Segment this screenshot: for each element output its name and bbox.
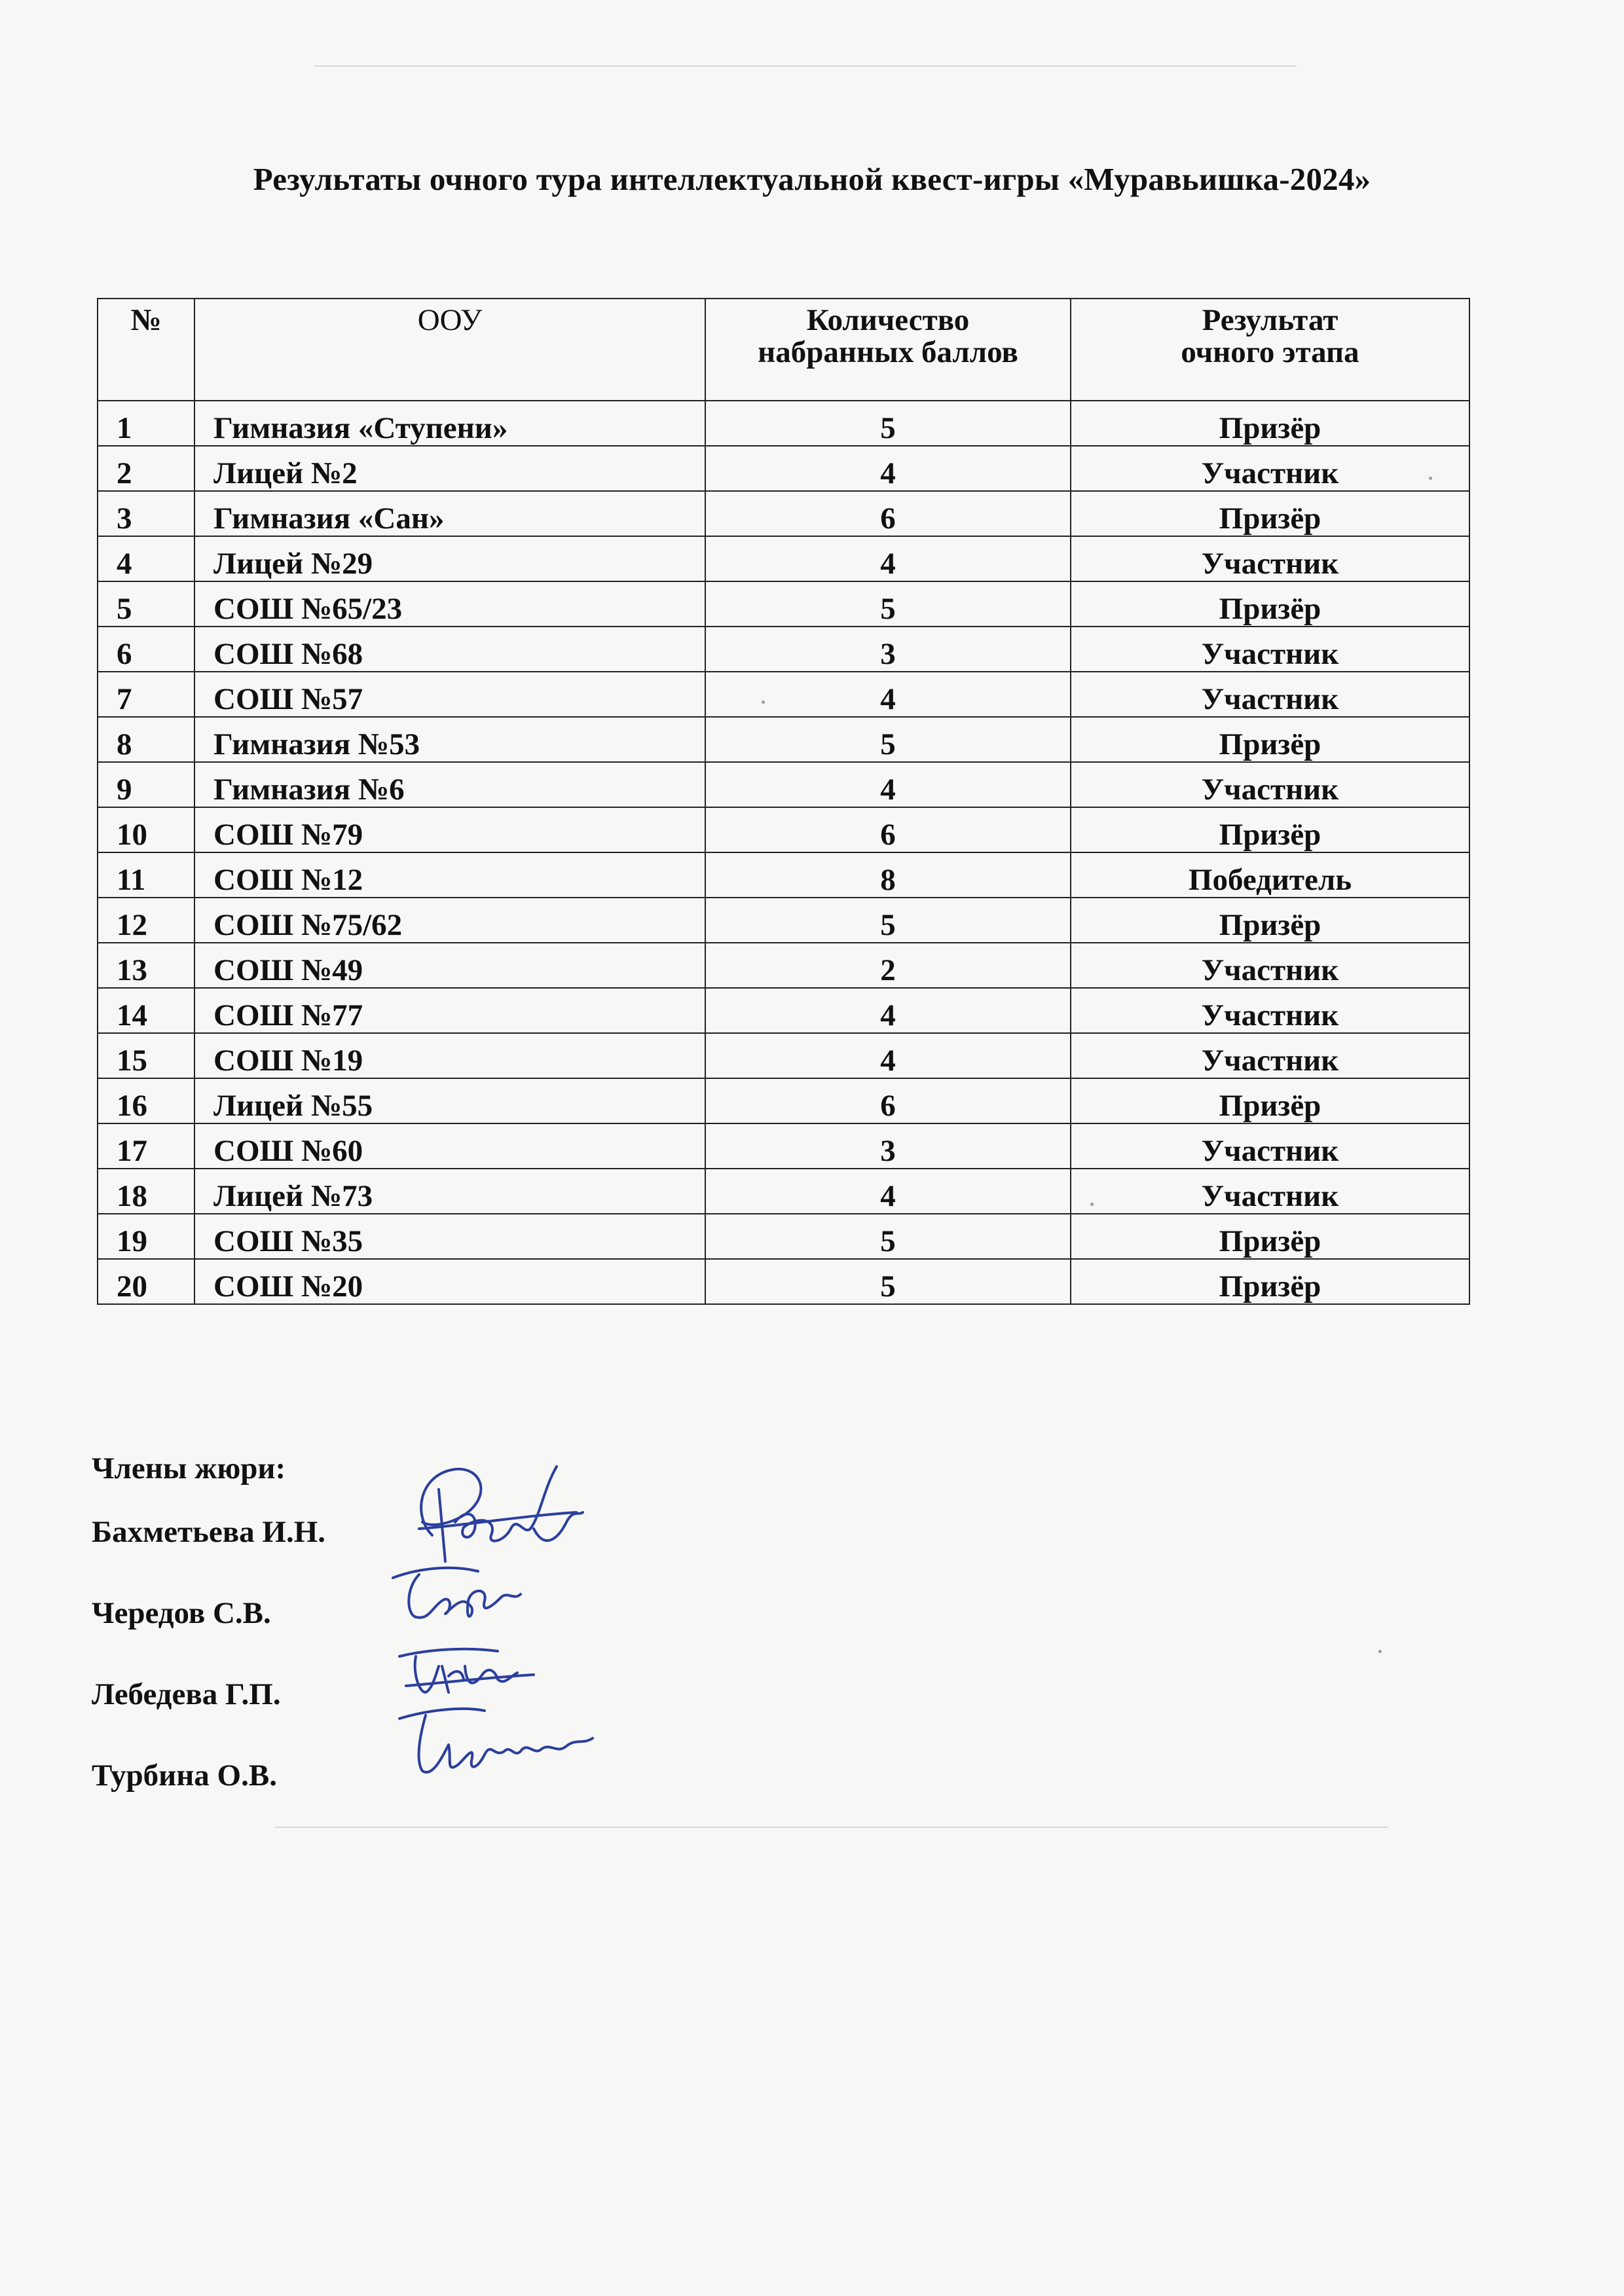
jury-heading: Члены жюри: xyxy=(92,1451,286,1485)
header-org: ООУ xyxy=(194,299,705,401)
row-organization: СОШ №65/23 xyxy=(194,581,705,627)
row-score: 5 xyxy=(705,1259,1071,1304)
row-organization: СОШ №60 xyxy=(194,1123,705,1169)
row-result: Призёр xyxy=(1071,491,1469,536)
header-score xyxy=(705,299,1071,401)
table-row xyxy=(98,1214,1469,1259)
header-num: № xyxy=(98,299,194,401)
table-row xyxy=(98,627,1469,672)
table-row xyxy=(98,1169,1469,1214)
jury-member xyxy=(92,1573,325,1654)
row-number: 3 xyxy=(98,491,194,536)
row-organization: Лицей №73 xyxy=(194,1169,705,1214)
row-result: Участник xyxy=(1071,762,1469,807)
row-result: Участник xyxy=(1071,988,1469,1033)
row-organization: СОШ №75/62 xyxy=(194,898,705,943)
row-score: 3 xyxy=(705,1123,1071,1169)
results-table xyxy=(97,298,1470,1305)
row-number: 10 xyxy=(98,807,194,852)
row-result: Участник xyxy=(1071,1123,1469,1169)
row-number: 14 xyxy=(98,988,194,1033)
row-organization: СОШ №77 xyxy=(194,988,705,1033)
row-number: 5 xyxy=(98,581,194,627)
row-number: 6 xyxy=(98,627,194,672)
row-number: 9 xyxy=(98,762,194,807)
jury-member-name: Чередов С.В. xyxy=(92,1596,271,1630)
row-score: 4 xyxy=(705,672,1071,717)
row-score: 4 xyxy=(705,1033,1071,1078)
row-result: Участник xyxy=(1071,446,1469,491)
table-row xyxy=(98,536,1469,581)
row-number: 4 xyxy=(98,536,194,581)
scan-artifact-dot xyxy=(1378,1650,1382,1653)
table-row xyxy=(98,943,1469,988)
row-score: 4 xyxy=(705,988,1071,1033)
row-organization: Лицей №29 xyxy=(194,536,705,581)
row-score: 3 xyxy=(705,627,1071,672)
table-header-row xyxy=(98,299,1469,401)
jury-member xyxy=(92,1735,325,1816)
table-row xyxy=(98,807,1469,852)
row-score: 5 xyxy=(705,717,1071,762)
table-row xyxy=(98,1259,1469,1304)
row-organization: Лицей №2 xyxy=(194,446,705,491)
jury-block xyxy=(92,1446,325,1816)
table-row xyxy=(98,401,1469,446)
jury-member xyxy=(92,1654,325,1735)
row-result: Участник xyxy=(1071,943,1469,988)
row-organization: СОШ №12 xyxy=(194,852,705,898)
row-number: 8 xyxy=(98,717,194,762)
row-organization: Гимназия «Сан» xyxy=(194,491,705,536)
scan-artifact-line xyxy=(314,65,1297,67)
row-number: 17 xyxy=(98,1123,194,1169)
row-result: Участник xyxy=(1071,1033,1469,1078)
row-organization: Лицей №55 xyxy=(194,1078,705,1123)
table-row xyxy=(98,1123,1469,1169)
row-organization: Гимназия «Ступени» xyxy=(194,401,705,446)
signature-lebedeva xyxy=(386,1637,544,1709)
row-score: 8 xyxy=(705,852,1071,898)
table-row xyxy=(98,717,1469,762)
table-row xyxy=(98,581,1469,627)
row-score: 5 xyxy=(705,898,1071,943)
row-result: Призёр xyxy=(1071,1078,1469,1123)
row-score: 6 xyxy=(705,807,1071,852)
row-organization: СОШ №68 xyxy=(194,627,705,672)
row-result: Участник xyxy=(1071,1169,1469,1214)
header-result-line2: очного этапа xyxy=(1181,335,1359,370)
row-result: Призёр xyxy=(1071,717,1469,762)
row-number: 15 xyxy=(98,1033,194,1078)
row-number: 11 xyxy=(98,852,194,898)
row-score: 4 xyxy=(705,1169,1071,1214)
row-number: 12 xyxy=(98,898,194,943)
scan-artifact-line xyxy=(275,1827,1388,1828)
row-score: 5 xyxy=(705,401,1071,446)
row-organization: СОШ №35 xyxy=(194,1214,705,1259)
table-row xyxy=(98,852,1469,898)
table-row xyxy=(98,898,1469,943)
jury-member-name: Лебедева Г.П. xyxy=(92,1677,281,1711)
row-number: 18 xyxy=(98,1169,194,1214)
header-score-line2: набранных баллов xyxy=(758,335,1018,370)
table-row xyxy=(98,1078,1469,1123)
row-score: 4 xyxy=(705,446,1071,491)
row-score: 2 xyxy=(705,943,1071,988)
jury-member-name: Турбина О.В. xyxy=(92,1758,277,1793)
row-score: 5 xyxy=(705,1214,1071,1259)
row-number: 19 xyxy=(98,1214,194,1259)
row-number: 7 xyxy=(98,672,194,717)
table-row xyxy=(98,446,1469,491)
table-row xyxy=(98,672,1469,717)
row-result: Участник xyxy=(1071,672,1469,717)
signature-bakhmeteva xyxy=(393,1450,589,1575)
row-score: 6 xyxy=(705,1078,1071,1123)
header-result xyxy=(1071,299,1469,401)
row-result: Призёр xyxy=(1071,581,1469,627)
table-row xyxy=(98,988,1469,1033)
table-row xyxy=(98,491,1469,536)
row-number: 13 xyxy=(98,943,194,988)
row-organization: СОШ №49 xyxy=(194,943,705,988)
row-organization: Гимназия №6 xyxy=(194,762,705,807)
table-row xyxy=(98,762,1469,807)
row-number: 20 xyxy=(98,1259,194,1304)
row-result: Призёр xyxy=(1071,807,1469,852)
row-organization: СОШ №20 xyxy=(194,1259,705,1304)
row-number: 16 xyxy=(98,1078,194,1123)
row-result: Призёр xyxy=(1071,1214,1469,1259)
row-result: Участник xyxy=(1071,627,1469,672)
row-organization: СОШ №19 xyxy=(194,1033,705,1078)
row-score: 6 xyxy=(705,491,1071,536)
header-result-line1: Результат xyxy=(1202,303,1338,337)
row-score: 4 xyxy=(705,762,1071,807)
row-result: Победитель xyxy=(1071,852,1469,898)
row-score: 5 xyxy=(705,581,1071,627)
row-organization: СОШ №57 xyxy=(194,672,705,717)
signature-cheredov xyxy=(380,1561,537,1633)
row-result: Призёр xyxy=(1071,401,1469,446)
jury-member-name: Бахметьева И.Н. xyxy=(92,1515,325,1549)
row-organization: СОШ №79 xyxy=(194,807,705,852)
header-score-line1: Количество xyxy=(806,303,970,337)
row-result: Призёр xyxy=(1071,1259,1469,1304)
document-title: Результаты очного тура интеллектуальной квест-игры «Муравьишка-2024» xyxy=(253,161,1371,197)
row-organization: Гимназия №53 xyxy=(194,717,705,762)
row-score: 4 xyxy=(705,536,1071,581)
signature-turbina xyxy=(380,1699,602,1791)
row-number: 1 xyxy=(98,401,194,446)
row-result: Призёр xyxy=(1071,898,1469,943)
table-row xyxy=(98,1033,1469,1078)
row-number: 2 xyxy=(98,446,194,491)
jury-member xyxy=(92,1491,325,1573)
row-result: Участник xyxy=(1071,536,1469,581)
